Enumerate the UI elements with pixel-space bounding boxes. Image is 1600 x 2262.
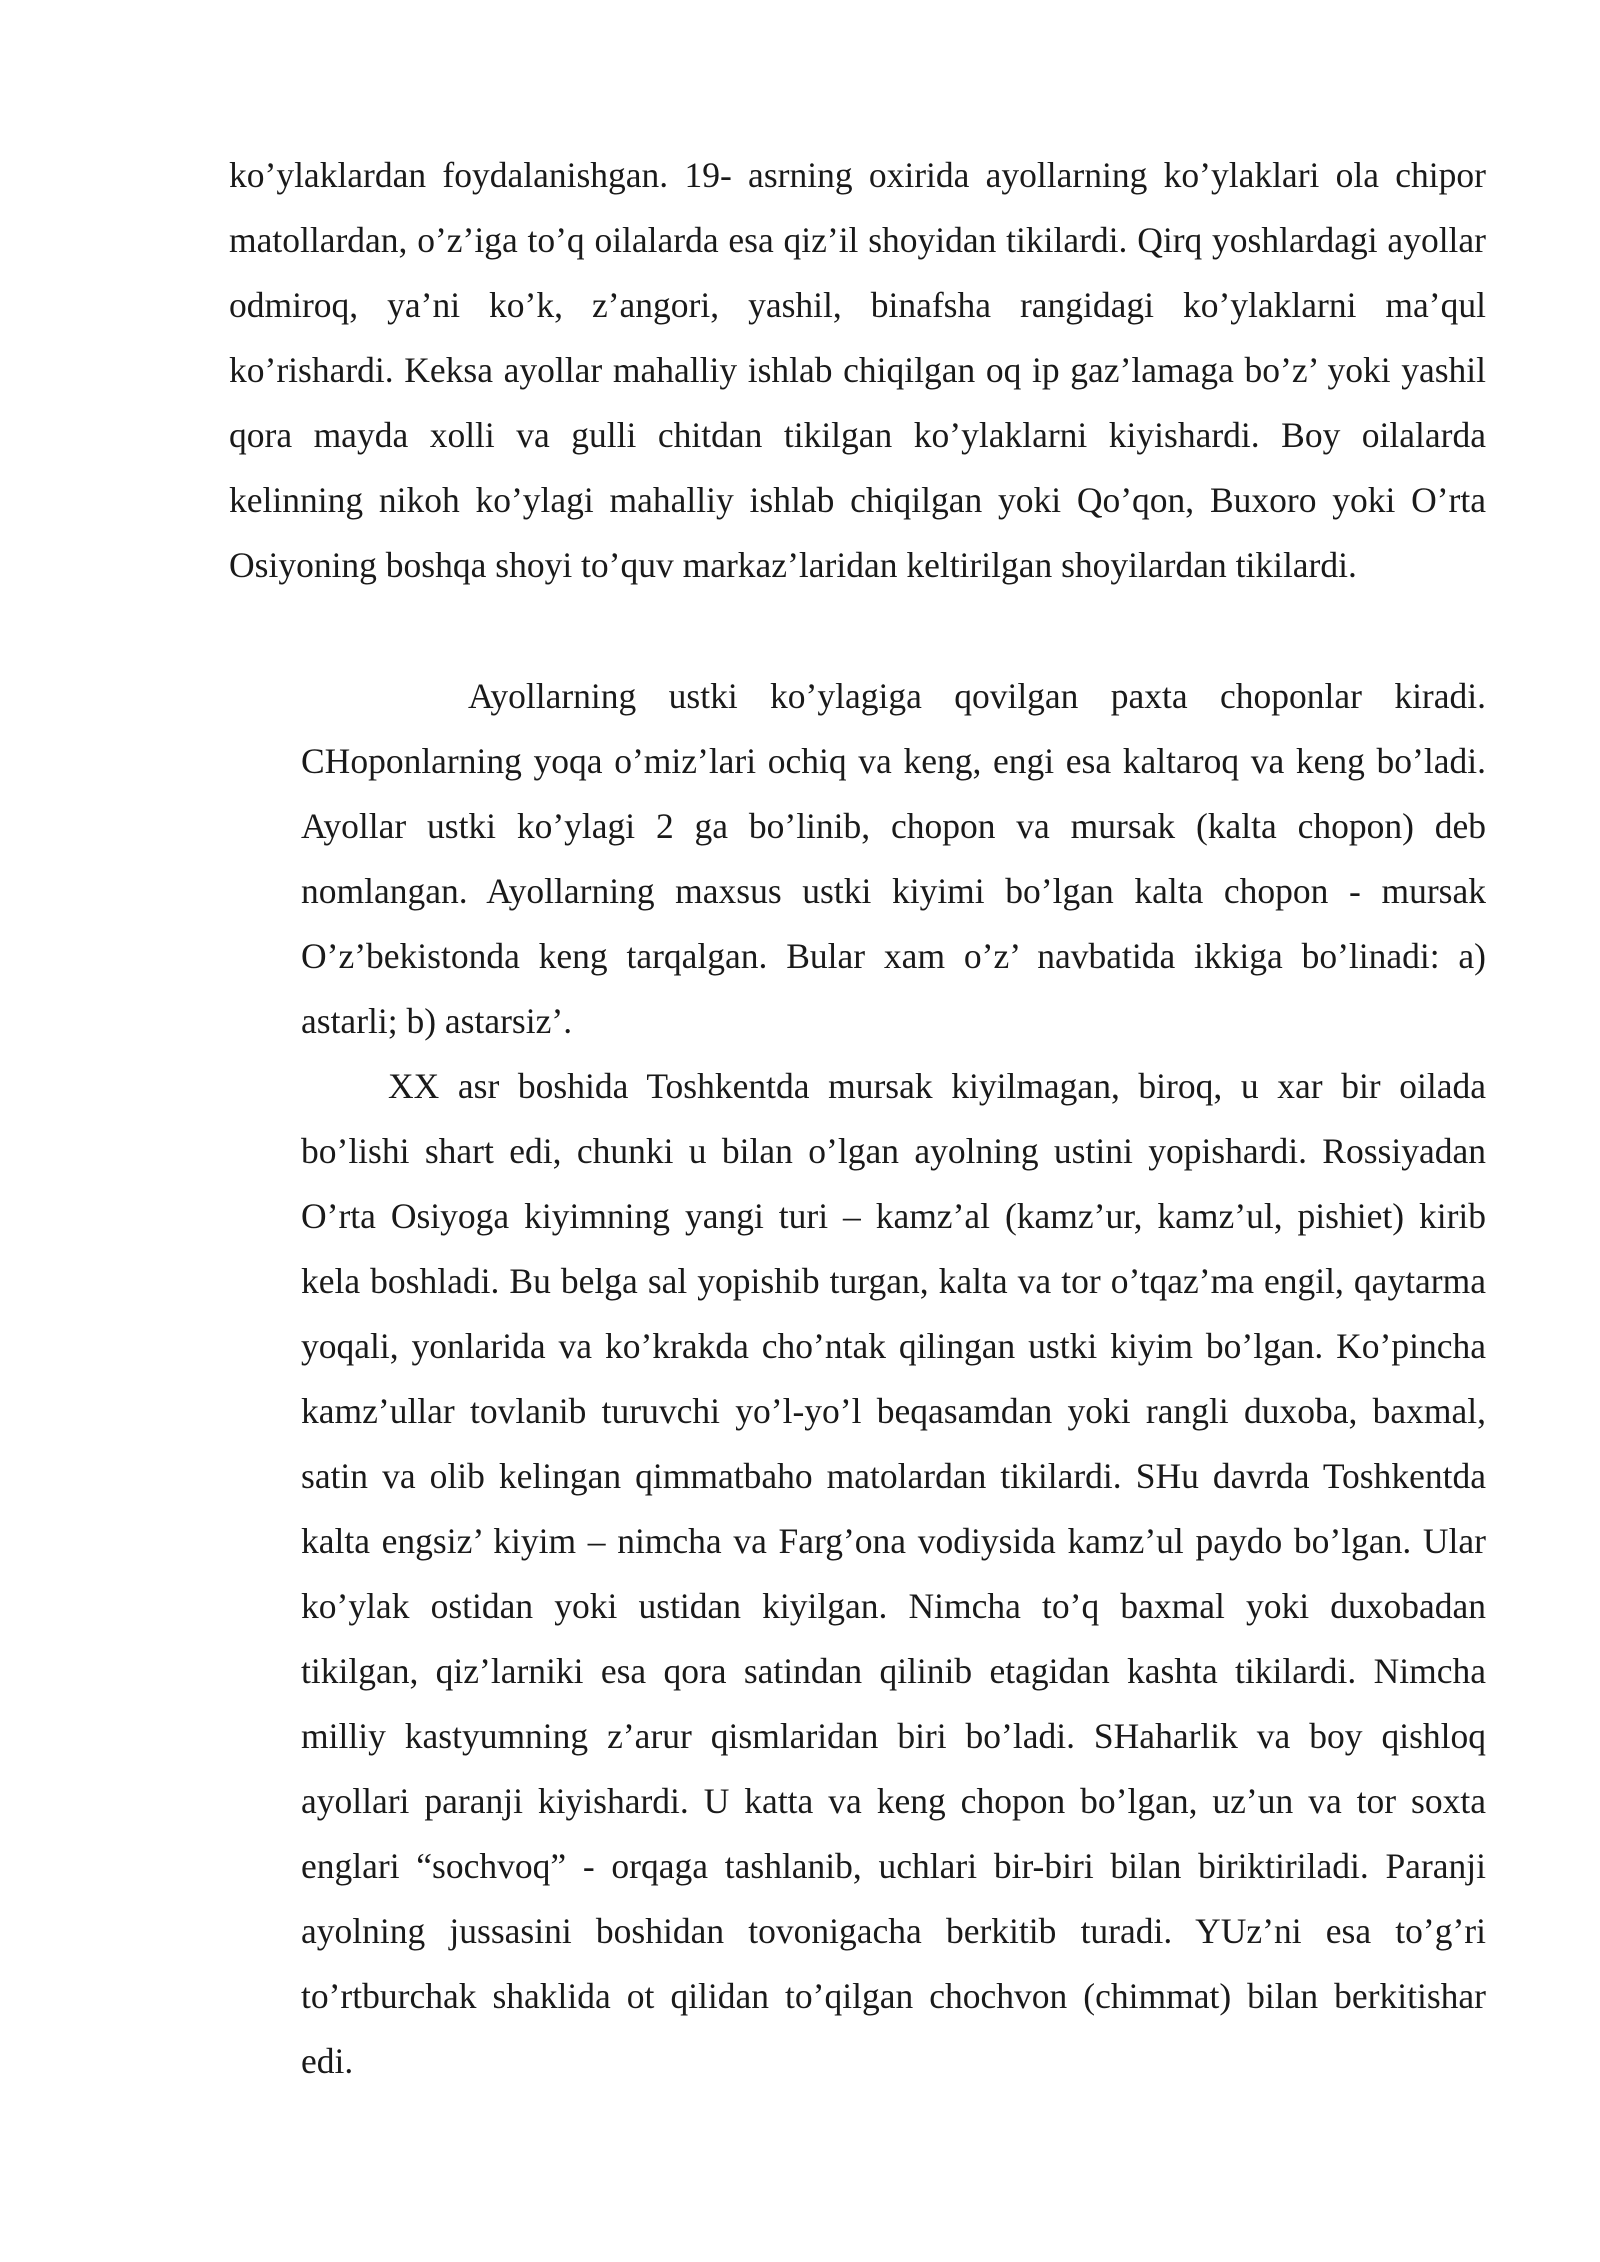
paragraph-1: ko’ylaklardan foydalanishgan. 19- asrning oxirida ayollarning ko’ylaklari ola chipor matollardan, o’z’iga to’q oilalarda esa qiz’il shoyidan tikilardi. Qirq yoshlardagi ayollar odmiroq, ya’ni ko’k, z’angori, yashil, binafsha rangidagi ko’ylaklarni ma’qul ko’rishardi. Keksa ayollar mahalliy ishlab chiqilgan oq ip gaz’lamaga bo’z’ yoki yashil qora mayda xolli va gulli chitdan tikilgan ko’ylaklarni kiyishardi. Boy oilalarda kelinning nikoh ko’ylagi mahalliy ishlab chiqilgan yoki Qo’qon, Buxoro yoki O’rta Osiyoning boshqa shoyi to’quv markaz’laridan keltirilgan shoyilardan tikilardi. — [229, 155, 1486, 585]
paragraph-2: Ayollarning ustki ko’ylagiga qovilgan paxta choponlar kiradi. CHoponlarning yoqa o’miz’lari ochiq va keng, engi esa kaltaroq va keng bo’ladi. Ayollar ustki ko’ylagi 2 ga bo’linib, chopon va mursak (kalta chopon) deb nomlangan. Ayollarning maxsus ustki kiyimi bo’lgan kalta chopon - mursak O’z’bekistonda keng tarqalgan. Bular xam o’z’ navbatida ikkiga bo’linadi: a) astarli; b) astarsiz’. — [301, 676, 1486, 1041]
paragraph-3: XX asr boshida Toshkentda mursak kiyilmagan, biroq, u xar bir oilada bo’lishi shart edi, chunki u bilan o’lgan ayolning ustini yopishardi. Rossiyadan O’rta Osiyoga kiyimning yangi turi – kamz’al (kamz’ur, kamz’ul, pishiet) kirib kela boshladi. Bu belga sal yopishib turgan, kalta va tor o’tqaz’ma engil, qaytarma yoqali, yonlarida va ko’krakda cho’ntak qilingan ustki kiyim bo’lgan. Ko’pincha kamz’ullar tovlanib turuvchi yo’l-yo’l beqasamdan yoki rangli duxoba, baxmal, satin va olib kelingan qimmatbaho matolardan tikilardi. SHu davrda Toshkentda kalta engsiz’ kiyim – nimcha va Farg’ona vodiysida kamz’ul paydo bo’lgan. Ular ko’ylak ostidan yoki ustidan kiyilgan. Nimcha to’q baxmal yoki duxobadan tikilgan, qiz’larniki esa qora satindan qilinib etagidan kashta tikilardi. Nimcha milliy kastyumning z’arur qismlaridan biri bo’ladi. SHaharlik va boy qishloq ayollari paranji kiyishardi. U katta va keng chopon bo’lgan, uz’un va tor soxta englari “sochvoq” - orqaga tashlanib, uchlari bir-biri bilan biriktiriladi. Paranji ayolning jussasini boshidan tovonigacha berkitib turadi. YUz’ni esa to’g’ri to’rtburchak shaklida ot qilidan to’qilgan chochvon (chimmat) bilan berkitishar edi. — [301, 1066, 1486, 2081]
